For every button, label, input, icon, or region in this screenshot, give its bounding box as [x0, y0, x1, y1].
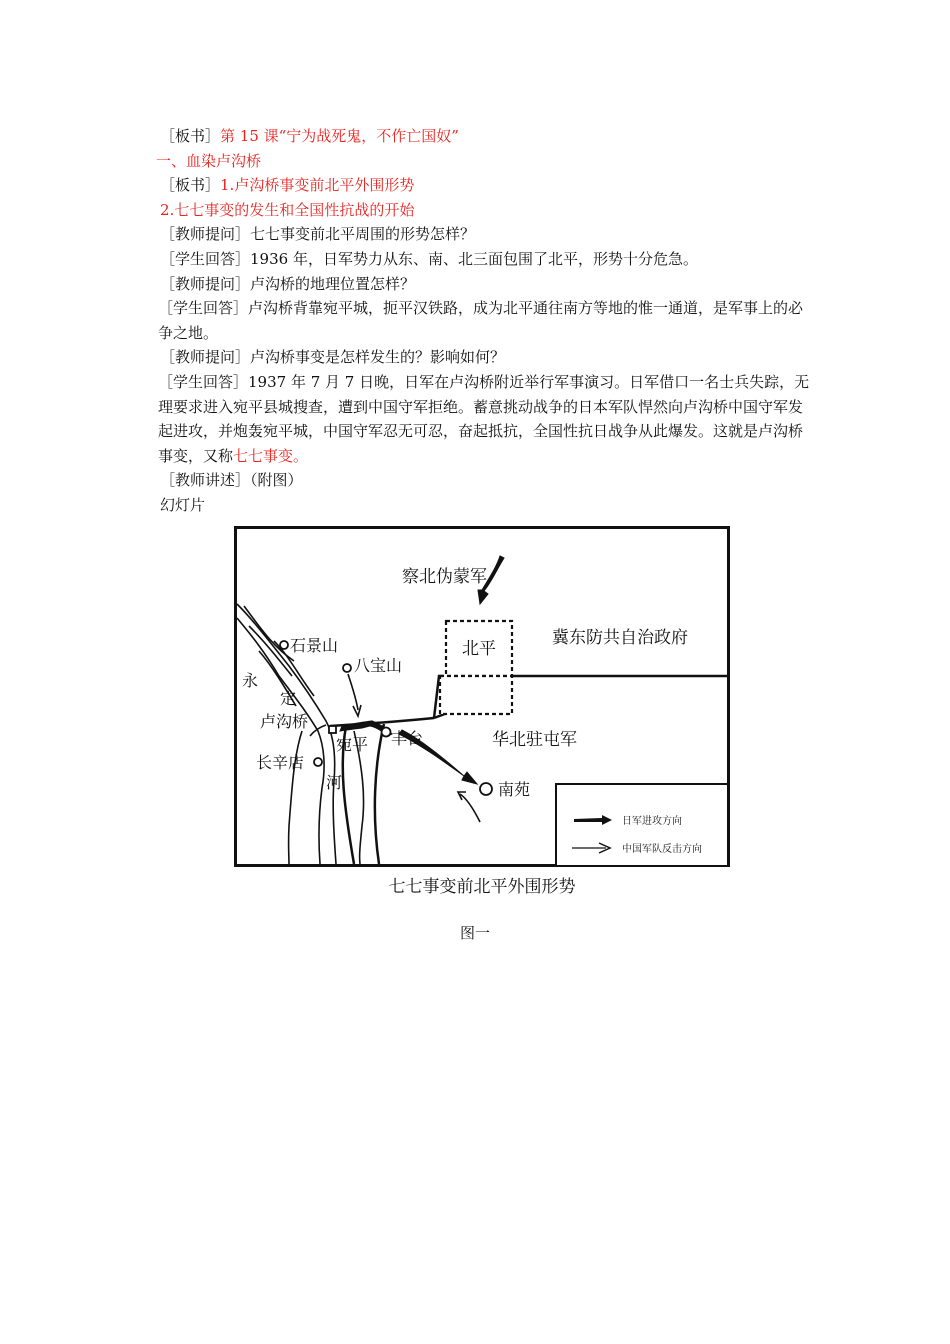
label-babaoshan: 八宝山 — [354, 656, 403, 675]
map-legend — [556, 784, 728, 866]
label-lugou-bridge: 卢沟桥 — [260, 712, 309, 731]
legend-china-label: 中国军队反击方向 — [622, 844, 702, 855]
section-heading: 一、血染卢沟桥 — [156, 151, 262, 170]
teacher-question-2: ［教师提问］卢沟桥的地理位置怎样？ — [160, 274, 416, 293]
slide-label: 幻灯片 — [160, 495, 206, 514]
seven-seven-incident: 七七事变。 — [233, 446, 309, 465]
figure-number: 图一 — [459, 924, 490, 942]
label-fengtai: 丰台 — [391, 729, 424, 748]
label-shijingshan: 石景山 — [290, 636, 339, 655]
student-answer-1: ［学生回答］1936 年，日军势力从东、南、北三面包围了北平，形势十分危急。 — [160, 249, 698, 268]
label-nanyuan: 南苑 — [498, 780, 531, 799]
label-ding: 定 — [280, 689, 297, 708]
teacher-question-3: ［教师提问］卢沟桥事变是怎样发生的？影响如何？ — [160, 348, 506, 367]
section-heading-line — [145, 149, 810, 174]
board-item-1-line: ［板书］1.卢沟桥事变前北平外围形势 — [160, 176, 415, 195]
teacher-narration: ［教师讲述］（附图） — [160, 471, 303, 490]
label-north-china-garrison: 华北驻屯军 — [492, 730, 577, 750]
label-east-hebei-government: 冀东防共自治政府 — [552, 628, 688, 648]
teacher-question-1: ［教师提问］七七事变前北平周围的形势怎样？ — [160, 225, 476, 244]
beiping-outer-city — [440, 676, 512, 714]
board-item-1: 1.卢沟桥事变前北平外围形势 — [220, 176, 415, 195]
label-chahar-puppet-army: 察北伪蒙军 — [402, 567, 487, 587]
beiping-situation-map — [234, 526, 730, 868]
label-wanping: 宛平 — [336, 735, 369, 754]
board-item-2-line — [145, 198, 810, 223]
board-title-line: ［板书］第 15 课“宁为战死鬼，不作亡国奴” — [160, 127, 459, 145]
label-he: 河 — [326, 773, 343, 792]
lesson-title: 第 15 课“宁为战死鬼，不作亡国奴” — [220, 127, 459, 145]
label-changxindian: 长辛店 — [256, 753, 305, 772]
student-answer-2: ［学生回答］卢沟桥背靠宛平城，扼平汉铁路，成为北平通往南方等地的惟一通道，是军事上的必争之地。 — [158, 299, 804, 342]
legend-japan-label: 日军进攻方向 — [622, 816, 682, 827]
label-beiping: 北平 — [462, 639, 496, 659]
label-yong: 永 — [242, 671, 259, 690]
map-caption: 七七事变前北平外围形势 — [388, 877, 576, 897]
lesson-text — [145, 124, 810, 518]
board-item-2: 2.七七事变的发生和全国性抗战的开始 — [160, 200, 415, 219]
student-answer-3: ［学生回答］1937 年 7 月 7 日晚，日军在卢沟桥附近举行军事演习。日军借口一名士兵失踪，无理要求进入宛平县城搜查，遭到中国守军拒绝。蓄意挑动战争的日本军队悍然向卢沟桥中国守军发起进攻，并炮轰宛平城，中国守军忍无可忍，奋起抵抗，全国性抗日战争从此爆发。这就是卢沟桥事变，又称七七事变。 — [158, 372, 810, 465]
